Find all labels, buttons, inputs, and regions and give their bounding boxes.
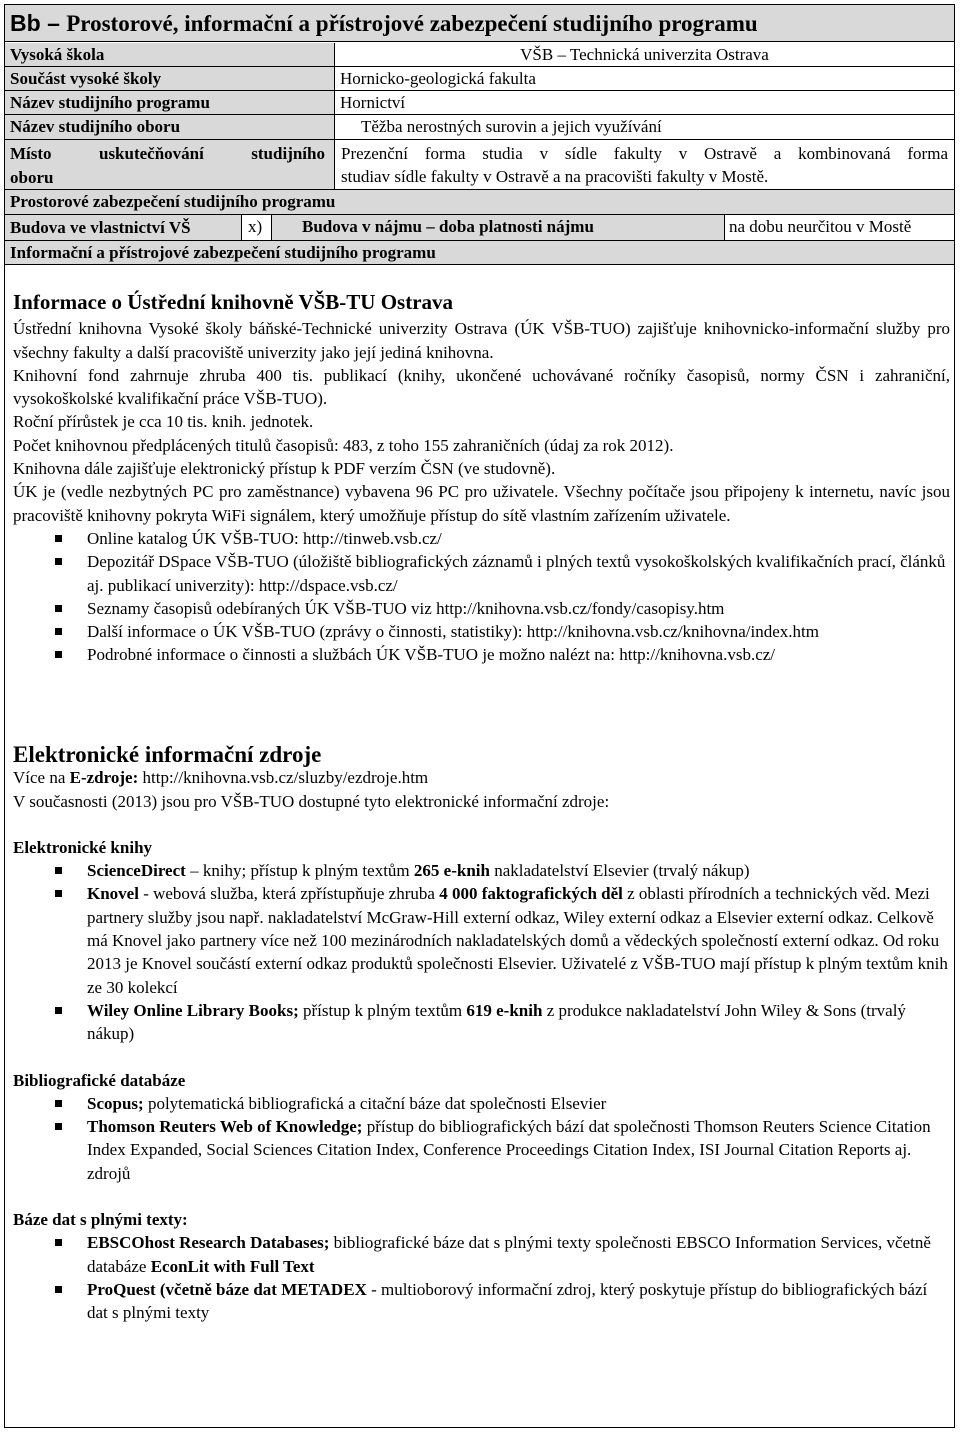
list-item bbox=[13, 620, 950, 643]
bullet-square-icon bbox=[55, 1007, 62, 1014]
fulltext-list bbox=[13, 1231, 950, 1324]
list-item bbox=[13, 1092, 950, 1115]
list-item bbox=[13, 643, 950, 666]
section-space: Prostorové zabezpečení studijního programu bbox=[10, 192, 336, 211]
library-p6: ÚK je (vedle nezbytných PC pro zaměstnance) vybavena 96 PC pro uživatele. Všechny počítače jsou připojeny k internetu, navíc jsou pracoviště knihovny pokryta WiFi signálem, který umožňuje přístup do sítě vlastním zařízením uživatele. bbox=[13, 482, 950, 525]
bullet-square-icon bbox=[55, 535, 62, 542]
ebooks-title: Elektronické knihy bbox=[13, 837, 153, 857]
row-program bbox=[5, 91, 954, 115]
library-links bbox=[13, 527, 950, 667]
eresources-intro: V současnosti (2013) jsou pro VŠB-TUO dostupné tyto elektronické informační zdroje: bbox=[13, 791, 610, 811]
bullet-square-icon bbox=[55, 651, 62, 658]
scopus-text: polytematická bibliografická a citační báze dat společnosti Elsevier bbox=[143, 1093, 607, 1113]
link-ezdroje[interactable]: http://knihovna.vsb.cz/sluzby/ezdroje.htm bbox=[138, 768, 429, 788]
label-field: Název studijního oboru bbox=[10, 117, 181, 136]
label-faculty: Součást vysoké školy bbox=[10, 69, 162, 88]
bullet-square-icon bbox=[55, 628, 62, 635]
bullet-square-icon bbox=[55, 1123, 62, 1130]
fulltext-title: Báze dat s plnými texty: bbox=[13, 1210, 188, 1230]
label-owned: Budova ve vlastnictví VŠ bbox=[10, 218, 191, 237]
library-p1: Ústřední knihovna Vysoké školy báňské-Technické univerzity Ostrava (ÚK VŠB-TUO) zajišťuje knihovnicko-informační služby pro všechny fakulty a další pracoviště univerzity jako její jediná knihovna. bbox=[13, 319, 950, 362]
list-item bbox=[13, 859, 950, 882]
link-catalog[interactable]: Online katalog ÚK VŠB-TUO: http://tinweb.vsb.cz/ bbox=[87, 528, 442, 548]
wiley-count: 619 e-knih bbox=[466, 1000, 543, 1020]
wiley-text-1: přístup k plným textům bbox=[298, 1000, 467, 1020]
value-location-line-1: Prezenční forma studia v sídle fakulty v Ostravě a kombinovaná forma bbox=[341, 144, 948, 163]
list-item bbox=[13, 1115, 950, 1185]
knovel-text-2: z oblasti přírodních a technických věd. Mezi partnery služby jsou např. nakladatelství McGraw-Hill externí odkaz, Wiley externí odkaz a Elsevier externí odkaz. Celkově má Knovel jako partnery více než 100 mezinárodních nakladatelských domů a vědeckých společností externí odkaz. Od roku 2013 je Knovel součástí externí odkaz produktů společnosti Elsevier. Uživatelé z VŠB-TUO mají přístup k plným textům knih ze 30 kolekcí bbox=[87, 884, 948, 997]
knovel-count: 4 000 faktografických děl bbox=[439, 884, 623, 904]
library-section bbox=[13, 291, 950, 667]
bullet-square-icon bbox=[55, 605, 62, 612]
bullet-square-icon bbox=[55, 558, 62, 565]
label-university: Vysoká škola bbox=[10, 45, 105, 64]
library-p5: Knihovna dále zajišťuje elektronický přístup k PDF verzím ČSN (ve studovně). bbox=[13, 459, 556, 479]
sciencedirect-text-2: nakladatelství Elsevier (trvalý nákup) bbox=[489, 861, 750, 881]
list-item bbox=[13, 597, 950, 620]
ebooks-list bbox=[13, 859, 950, 1045]
knovel-text-1: - webová služba, která zpřístupňuje zhruba bbox=[138, 884, 440, 904]
value-program: Hornictví bbox=[334, 91, 954, 114]
bibliographic-title: Bibliografické databáze bbox=[13, 1070, 186, 1090]
value-location-line-2: studiav sídle fakulty v Ostravě a na pracovišti fakulty v Mostě. bbox=[341, 167, 769, 186]
document-title: Prostorové, informační a přístrojové zabezpečení studijního programu bbox=[66, 11, 758, 36]
more-prefix: Více na bbox=[13, 768, 70, 788]
list-item bbox=[13, 882, 950, 998]
document-page bbox=[4, 4, 955, 1428]
row-faculty bbox=[5, 67, 954, 91]
list-item bbox=[13, 527, 950, 550]
value-university: VŠB – Technická univerzita Ostrava bbox=[334, 43, 954, 66]
eresources-more bbox=[13, 766, 950, 789]
row-building bbox=[5, 215, 954, 241]
sciencedirect-count: 265 e-knih bbox=[413, 861, 490, 881]
wiley-text-2: z produkce nakladatelství John Wiley & Sons (trvalý nákup) bbox=[87, 1000, 906, 1044]
knovel-name: Knovel bbox=[87, 884, 139, 904]
eresources-section bbox=[13, 743, 950, 1325]
thomson-text: přístup do bibliografických bází dat společnosti Thomson Reuters Science Citation Index Expanded, Social Sciences Citation Index, Conference Proceedings Citation Index, ISI Journal Citation Reports aj. zdrojů bbox=[87, 1117, 931, 1183]
row-space-section bbox=[5, 190, 954, 215]
list-item bbox=[13, 1231, 950, 1278]
bullet-square-icon bbox=[55, 1286, 62, 1293]
library-p4: Počet knihovnou předplácených titulů časopisů: 483, z toho 155 zahraničních (údaj za rok 2012). bbox=[13, 435, 674, 455]
link-dspace[interactable]: Depozitář DSpace VŠB-TUO (úložiště bibliografických záznamů i plných textů vysokoškolských kvalifikačních prací, článků aj. publikací univerzity): http://dspace.vsb.cz/ bbox=[87, 552, 946, 595]
bullet-square-icon bbox=[55, 1239, 62, 1246]
ebsco-text: bibliografické báze dat s plnými texty společnosti EBSCO Information Services, včetně databáze bbox=[87, 1233, 931, 1276]
label-program: Název studijního programu bbox=[10, 93, 210, 112]
section-info: Informační a přístrojové zabezpečení studijního programu bbox=[10, 243, 436, 262]
more-label: E-zdroje: bbox=[69, 768, 139, 788]
value-location bbox=[334, 140, 954, 189]
bullet-square-icon bbox=[55, 867, 62, 874]
sciencedirect-text-1: – knihy; přístup k plným textům bbox=[185, 861, 414, 881]
ebsco-name: EBSCOhost Research Databases; bbox=[87, 1233, 330, 1253]
wiley-name: Wiley Online Library Books; bbox=[87, 1000, 299, 1020]
row-info-section bbox=[5, 241, 954, 265]
bullet-square-icon bbox=[55, 1100, 62, 1107]
proquest-name: ProQuest (včetně báze dat METADEX bbox=[87, 1279, 367, 1299]
document-header bbox=[5, 5, 954, 42]
value-field: Těžba nerostných surovin a jejich využívání bbox=[334, 115, 954, 139]
scopus-name: Scopus; bbox=[87, 1093, 144, 1113]
link-journals[interactable]: Seznamy časopisů odebíraných ÚK VŠB-TUO viz http://knihovna.vsb.cz/fondy/casopisy.htm bbox=[87, 598, 725, 618]
link-reports[interactable]: Další informace o ÚK VŠB-TUO (zprávy o činnosti, statistiky): http://knihovna.vsb.cz/knihovna/index.htm bbox=[87, 622, 819, 642]
library-heading: Informace o Ústřední knihovně VŠB-TU Ostrava bbox=[13, 290, 454, 314]
label-location-1: Místo uskutečňování studijního bbox=[10, 144, 325, 163]
row-location bbox=[5, 140, 954, 190]
library-p3: Roční přírůstek je cca 10 tis. knih. jednotek. bbox=[13, 412, 314, 432]
label-rented: Budova v nájmu – doba platnosti nájmu bbox=[302, 217, 594, 236]
econlit-name: EconLit with Full Text bbox=[150, 1256, 315, 1276]
header-dash: – bbox=[47, 10, 60, 36]
thomson-name: Thomson Reuters Web of Knowledge; bbox=[87, 1117, 363, 1137]
bullet-square-icon bbox=[55, 890, 62, 897]
list-item bbox=[13, 999, 950, 1046]
library-p2: Knihovní fond zahrnuje zhruba 400 tis. publikací (knihy, ukončené uchovávané ročníky časopisů, normy ČSN i zahraniční, vysokoškolské kvalifikační práce VŠB-TUO). bbox=[13, 365, 950, 409]
row-field bbox=[5, 115, 954, 140]
section-code: Bb bbox=[10, 10, 41, 36]
sciencedirect-name: ScienceDirect bbox=[87, 861, 186, 881]
eresources-heading: Elektronické informační zdroje bbox=[13, 742, 322, 767]
value-owned: x) bbox=[241, 215, 272, 240]
row-university bbox=[5, 43, 954, 67]
value-rented: na dobu neurčitou v Mostě bbox=[724, 215, 954, 240]
proquest-text: - multioborový informační zdroj, který poskytuje přístup do bibliografických bází dat s plnými texty bbox=[87, 1279, 928, 1323]
list-item bbox=[13, 550, 950, 597]
list-item bbox=[13, 1278, 950, 1325]
value-faculty: Hornicko-geologická fakulta bbox=[334, 67, 954, 90]
label-location-2: oboru bbox=[10, 168, 54, 187]
bibliographic-list bbox=[13, 1092, 950, 1185]
link-library-home[interactable]: Podrobné informace o činnosti a službách ÚK VŠB-TUO je možno nalézt na: http://knihovna.vsb.cz/ bbox=[87, 645, 776, 665]
